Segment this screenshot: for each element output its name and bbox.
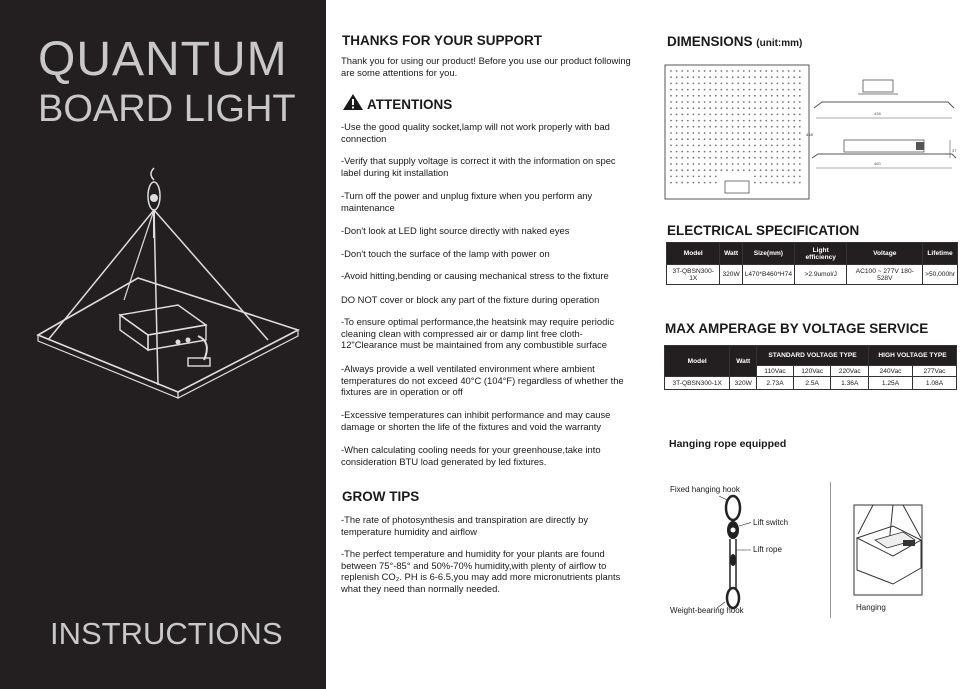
attentions-heading: ATTENTIONS xyxy=(367,97,453,112)
dimension-height-label: 37 xyxy=(952,148,957,153)
table-row xyxy=(667,265,958,285)
cover-panel xyxy=(0,0,326,689)
cover-footer: INSTRUCTIONS xyxy=(50,616,283,651)
warning-icon xyxy=(342,93,364,111)
dimension-side-label: 460 xyxy=(874,161,881,166)
col-size: Size(mm) xyxy=(742,243,794,265)
attention-item-2: -Verify that supply voltage is correct it with the information on spec label during kit installation xyxy=(341,155,616,178)
volt-220: 220Vac xyxy=(831,366,869,377)
amperage-heading: MAX AMPERAGE BY VOLTAGE SERVICE xyxy=(665,321,929,336)
volt-240: 240Vac xyxy=(869,366,913,377)
electrical-spec-table xyxy=(666,242,958,285)
attention-item-1: -Use the good quality socket,lamp will not work properly with bad connection xyxy=(341,121,610,144)
label-weight-hook: Weight-bearing hook xyxy=(670,606,744,615)
dimension-top-label: 438 xyxy=(874,111,881,116)
cell-lifetime: >50,000hr xyxy=(923,265,958,285)
dimension-left-label: 418 xyxy=(806,132,813,137)
dimensions-title: DIMENSIONS xyxy=(667,34,753,49)
attention-item-4: -Don't look at LED light source directly with naked eyes xyxy=(341,225,570,236)
attention-item-11: -When calculating cooling needs for your greenhouse,take into consideration BTU load generated by led fixtures. xyxy=(341,444,601,467)
amp-240: 1.25A xyxy=(869,377,913,390)
hanging-example-illustration xyxy=(853,504,923,596)
volt-120: 120Vac xyxy=(793,366,831,377)
attention-item-9: -Always provide a well ventilated environment where ambient temperatures do not exceed 40°C (104°F) regardless of whether the fixtures are in operation or off xyxy=(341,363,624,398)
amp-120: 2.5A xyxy=(793,377,831,390)
attention-item-7: DO NOT cover or block any part of the fixture during operation xyxy=(341,294,600,305)
cell-watt: 320W xyxy=(720,265,742,285)
electrical-heading: ELECTRICAL SPECIFICATION xyxy=(667,223,860,238)
amp-model: 3T-QBSN300-1X xyxy=(665,377,730,390)
grow-tip-2: -The perfect temperature and humidity for your plants are found between 75°-85° and 50%-70% humidity,with plenty of airflow to replenish CO₂. PH is 6-6.5,you may add more micronutrients plants what they need than normally needed. xyxy=(341,548,621,594)
support-text: Thank you for using our product! Before you use our product following are some attentions for you. xyxy=(341,55,631,78)
amp-col-model: Model xyxy=(665,346,730,377)
cover-title-line1: QUANTUM xyxy=(38,33,288,86)
col-model: Model xyxy=(667,243,720,265)
col-efficiency: Light efficiency xyxy=(795,243,847,265)
cell-efficiency: >2.9umol/J xyxy=(795,265,847,285)
grow-tip-1: -The rate of photosynthesis and transpiration are directly by temperature humidity and airflow xyxy=(341,514,589,537)
cell-model: 3T-QBSN300-1X xyxy=(667,265,720,285)
volt-277: 277Vac xyxy=(912,366,956,377)
amp-220: 1.36A xyxy=(831,377,869,390)
volt-110: 110Vac xyxy=(757,366,794,377)
support-heading: THANKS FOR YOUR SUPPORT xyxy=(342,33,543,48)
board-side-view-drawing xyxy=(808,72,958,182)
attention-item-6: -Avoid hitting,bending or causing mechanical stress to the fixture xyxy=(341,270,609,281)
amp-col-standard: STANDARD VOLTAGE TYPE xyxy=(757,346,869,366)
hanging-heading: Hanging rope equipped xyxy=(669,438,787,450)
cell-voltage: AC100 ~ 277V 180-528V xyxy=(847,265,923,285)
board-top-view-drawing xyxy=(663,63,811,201)
label-hanging: Hanging xyxy=(856,603,886,612)
amperage-table xyxy=(664,345,957,390)
dimensions-heading xyxy=(667,34,802,49)
col-voltage: Voltage xyxy=(847,243,923,265)
table-row xyxy=(665,377,957,390)
hanging-fixture-illustration xyxy=(28,160,318,400)
attention-item-8: -To ensure optimal performance,the heatsink may require periodic cleaning clean with compressed air or damp lint free cloth-12"Clearance must be maintained from any combustible surface xyxy=(341,316,615,351)
attention-item-5: -Don't touch the surface of the lamp with power on xyxy=(341,248,550,259)
dimensions-unit: (unit:mm) xyxy=(756,38,803,49)
rope-hanger-illustration xyxy=(715,494,751,612)
cover-title-line2: BOARD LIGHT xyxy=(38,88,296,130)
divider xyxy=(830,482,831,618)
amp-watt: 320W xyxy=(730,377,757,390)
cell-size: L470*B460*H74 xyxy=(742,265,794,285)
amp-110: 2.73A xyxy=(757,377,794,390)
label-lift-switch: Lift switch xyxy=(753,518,789,527)
col-watt: Watt xyxy=(720,243,742,265)
col-lifetime: Lifetime xyxy=(923,243,958,265)
grow-tips-heading: GROW TIPS xyxy=(342,489,420,504)
label-fixed-hook: Fixed hanging hook xyxy=(670,485,740,494)
amp-col-watt: Watt xyxy=(730,346,757,377)
label-lift-rope: Lift rope xyxy=(753,545,782,554)
amp-col-high: HIGH VOLTAGE TYPE xyxy=(869,346,957,366)
amp-277: 1.08A xyxy=(912,377,956,390)
attention-item-3: -Turn off the power and unplug fixture when you perform any maintenance xyxy=(341,190,593,213)
attention-item-10: -Excessive temperatures can inhibit performance and may cause damage or shorten the life of the fixtures and void the warranty xyxy=(341,409,611,432)
